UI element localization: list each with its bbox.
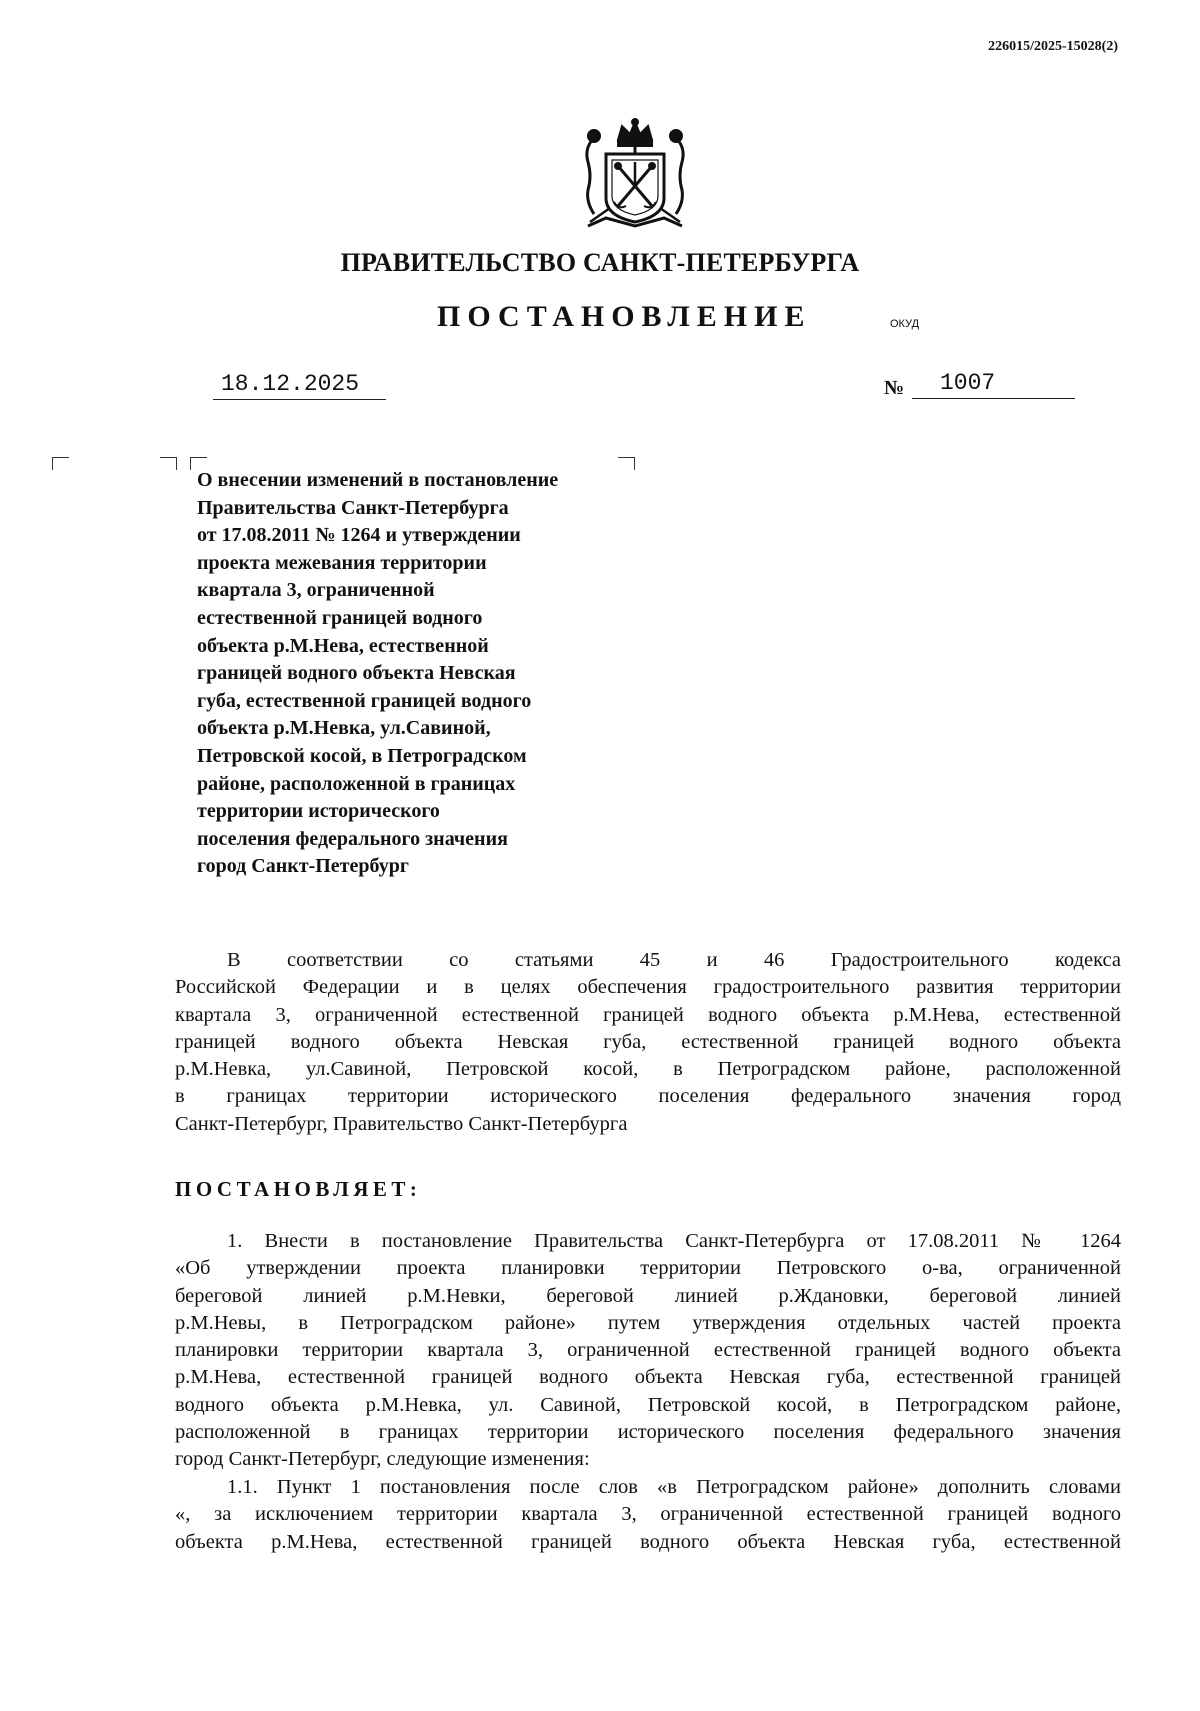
preamble-line: р.М.Невка, ул.Савиной, Петровской косой, в Петроградском районе, расположенной <box>175 1058 1121 1081</box>
subject-line: О внесении изменений в постановление <box>197 469 559 491</box>
item-line: 1. Внести в постановление Правительства Санкт-Петербурга от 17.08.2011 № 1264 <box>227 1230 1121 1252</box>
item-line: 1.1. Пункт 1 постановления после слов «в Петроградском районе» дополнить словами <box>227 1476 1121 1498</box>
resolves-heading: ПОСТАНОВЛЯЕТ: <box>175 1177 422 1201</box>
item-line: город Санкт-Петербург, следующие изменения: <box>175 1448 590 1471</box>
subject-line: объекта р.М.Нева, естественной <box>197 634 489 657</box>
item-1-paragraph <box>175 1228 1121 1474</box>
item-line: объекта р.М.Нева, естественной границей водного объекта Невская губа, естественной <box>175 1530 1121 1553</box>
preamble-line: границей водного объекта Невская губа, естественной границей водного объекта <box>175 1030 1121 1053</box>
subject-line: город Санкт-Петербург <box>197 855 409 878</box>
okud-label: ОКУД <box>890 318 920 330</box>
subject-line: Правительства Санкт-Петербурга <box>197 496 509 519</box>
bracket-corner-left <box>52 457 69 470</box>
subject-line: границей водного объекта Невская <box>197 662 516 685</box>
decree-title: ПОСТАНОВЛЕНИЕ <box>437 300 812 333</box>
bracket-corner-right <box>160 457 177 470</box>
decree-subject <box>197 467 637 881</box>
item-line: «, за исключением территории квартала 3, ограниченной естественной границей водного <box>175 1503 1121 1526</box>
item-line: береговой линией р.М.Невки, береговой линией р.Ждановки, береговой линией <box>175 1284 1121 1307</box>
coat-of-arms-icon <box>580 118 690 234</box>
preamble-line: Санкт-Петербург, Правительство Санкт-Петербурга <box>175 1112 628 1135</box>
subject-line: естественной границей водного <box>197 606 483 629</box>
preamble-line: В соответствии со статьями 45 и 46 Градостроительного кодекса <box>227 949 1121 971</box>
subject-line: от 17.08.2011 № 1264 и утверждении <box>197 524 521 547</box>
subject-line: территории исторического <box>197 800 440 823</box>
number-sign: № <box>884 377 905 399</box>
item-line: планировки территории квартала 3, ограниченной естественной границей водного объекта <box>175 1339 1121 1362</box>
item-line: расположенной в границах территории исторического поселения федерального значения <box>175 1421 1121 1444</box>
preamble-line: в границах территории исторического поселения федерального значения город <box>175 1085 1121 1108</box>
preamble-paragraph <box>175 947 1121 1138</box>
subject-line: Петровской косой, в Петроградском <box>197 744 527 767</box>
subject-line: губа, естественной границей водного <box>197 689 532 712</box>
item-line: р.М.Невы, в Петроградском районе» путем утверждения отдельных частей проекта <box>175 1311 1121 1334</box>
subject-line: квартала 3, ограниченной <box>197 579 435 602</box>
decree-date: 18.12.2025 <box>213 369 386 400</box>
subject-line: поселения федерального значения <box>197 827 508 850</box>
subject-line: объекта р.М.Невка, ул.Савиной, <box>197 717 491 740</box>
decree-number: 1007 <box>912 368 1075 399</box>
registration-number: 226015/2025-15028(2) <box>988 39 1118 54</box>
subject-line: районе, расположенной в границах <box>197 772 516 795</box>
preamble-line: квартала 3, ограниченной естественной границей водного объекта р.М.Нева, естественной <box>175 1003 1121 1026</box>
item-line: р.М.Нева, естественной границей водного объекта Невская губа, естественной границей <box>175 1366 1121 1389</box>
item-1-1-paragraph <box>175 1474 1121 1556</box>
item-line: водного объекта р.М.Невка, ул. Савиной, Петровской косой, в Петроградском районе, <box>175 1393 1121 1416</box>
item-line: «Об утверждении проекта планировки территории Петровского о-ва, ограниченной <box>175 1257 1121 1280</box>
preamble-line: Российской Федерации и в целях обеспечения градостроительного развития территории <box>175 976 1121 999</box>
subject-line: проекта межевания территории <box>197 551 487 574</box>
government-name: ПРАВИТЕЛЬСТВО САНКТ-ПЕТЕРБУРГА <box>340 248 860 277</box>
